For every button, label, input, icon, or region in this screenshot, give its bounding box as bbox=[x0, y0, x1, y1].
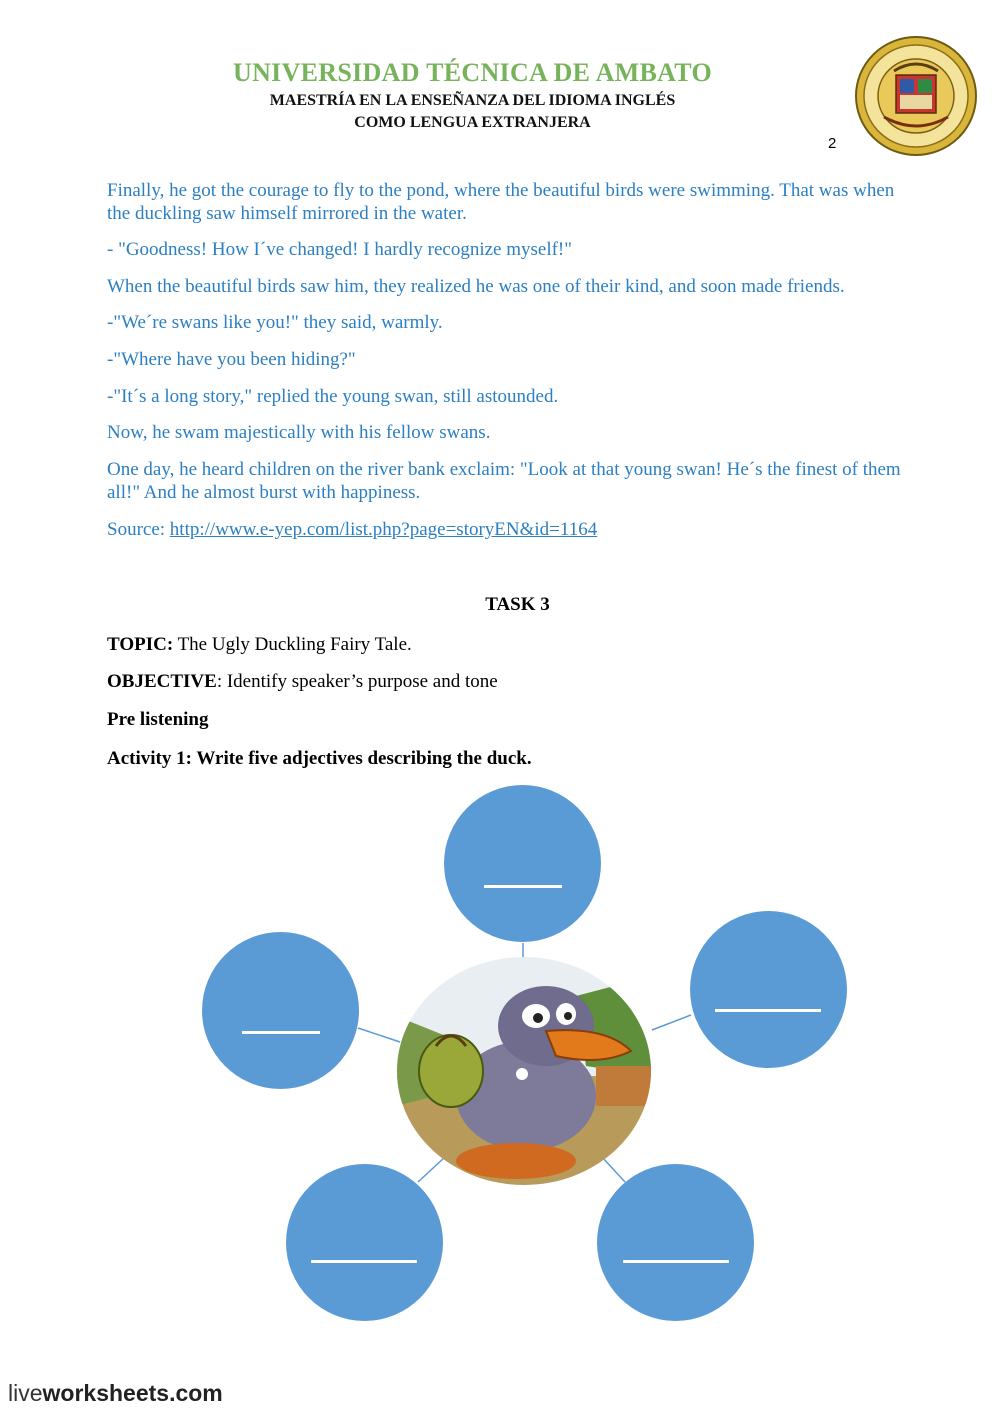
answer-blank-left[interactable] bbox=[242, 1031, 320, 1034]
source-line bbox=[107, 518, 917, 541]
adjective-bubble-bottom-left[interactable] bbox=[286, 1164, 443, 1321]
program-title-line2: COMO LENGUA EXTRANJERA bbox=[354, 114, 591, 131]
university-seal-icon bbox=[854, 35, 978, 157]
pre-listening-heading: Pre listening bbox=[107, 709, 209, 730]
story-paragraph-1: Finally, he got the courage to fly to the pond, where the beautiful birds were swimming. That was when the duckling saw himself mirrored in the water. bbox=[107, 180, 895, 224]
adjective-bubble-left[interactable] bbox=[202, 932, 359, 1089]
story-paragraph-8: One day, he heard children on the river bank exclaim: "Look at that young swan! He´s the finest of them all!" And he almost burst with happiness. bbox=[107, 459, 901, 503]
topic-value: The Ugly Duckling Fairy Tale. bbox=[173, 634, 412, 655]
story-paragraph-3: When the beautiful birds saw him, they realized he was one of their kind, and soon made friends. bbox=[107, 276, 845, 297]
objective-line bbox=[107, 670, 498, 693]
story-paragraph-7: Now, he swam majestically with his fellow swans. bbox=[107, 422, 491, 443]
source-label: Source: bbox=[107, 519, 170, 540]
program-title-line1: MAESTRÍA EN LA ENSEÑANZA DEL IDIOMA INGLÉS bbox=[269, 92, 676, 109]
objective-value: : Identify speaker’s purpose and tone bbox=[216, 671, 498, 692]
activity-1-instruction: Activity 1: Write five adjectives describing the duck. bbox=[107, 748, 532, 769]
adjective-bubble-right[interactable] bbox=[690, 911, 847, 1068]
story-paragraph-5: -"Where have you been hiding?" bbox=[107, 349, 356, 370]
answer-blank-right[interactable] bbox=[715, 1009, 821, 1012]
source-link[interactable]: http://www.e-yep.com/list.php?page=storyEN&id=1164 bbox=[169, 519, 598, 540]
objective-label: OBJECTIVE bbox=[107, 671, 217, 692]
ugly-duckling-illustration-icon bbox=[396, 956, 652, 1186]
adjective-mind-map bbox=[0, 780, 1000, 1340]
answer-blank-bottom-right[interactable] bbox=[623, 1260, 729, 1263]
story-paragraph-6: -"It´s a long story," replied the young swan, still astounded. bbox=[107, 386, 559, 407]
task-title: TASK 3 bbox=[485, 594, 550, 615]
adjective-bubble-top[interactable] bbox=[444, 785, 601, 942]
page-number: 2 bbox=[828, 135, 837, 152]
logo-light: live bbox=[8, 1380, 43, 1406]
story-paragraph-2: - "Goodness! How I´ve changed! I hardly recognize myself!" bbox=[107, 239, 573, 260]
topic-line bbox=[107, 633, 412, 656]
story-paragraph-4: -"We´re swans like you!" they said, warmly. bbox=[107, 312, 443, 333]
answer-blank-top[interactable] bbox=[484, 885, 562, 888]
topic-label: TOPIC: bbox=[107, 634, 174, 655]
liveworksheets-logo bbox=[8, 1380, 223, 1407]
adjective-bubble-bottom-right[interactable] bbox=[597, 1164, 754, 1321]
university-title: UNIVERSIDAD TÉCNICA DE AMBATO bbox=[233, 58, 712, 87]
answer-blank-bottom-left[interactable] bbox=[311, 1260, 417, 1263]
logo-bold: worksheets.com bbox=[42, 1380, 223, 1406]
